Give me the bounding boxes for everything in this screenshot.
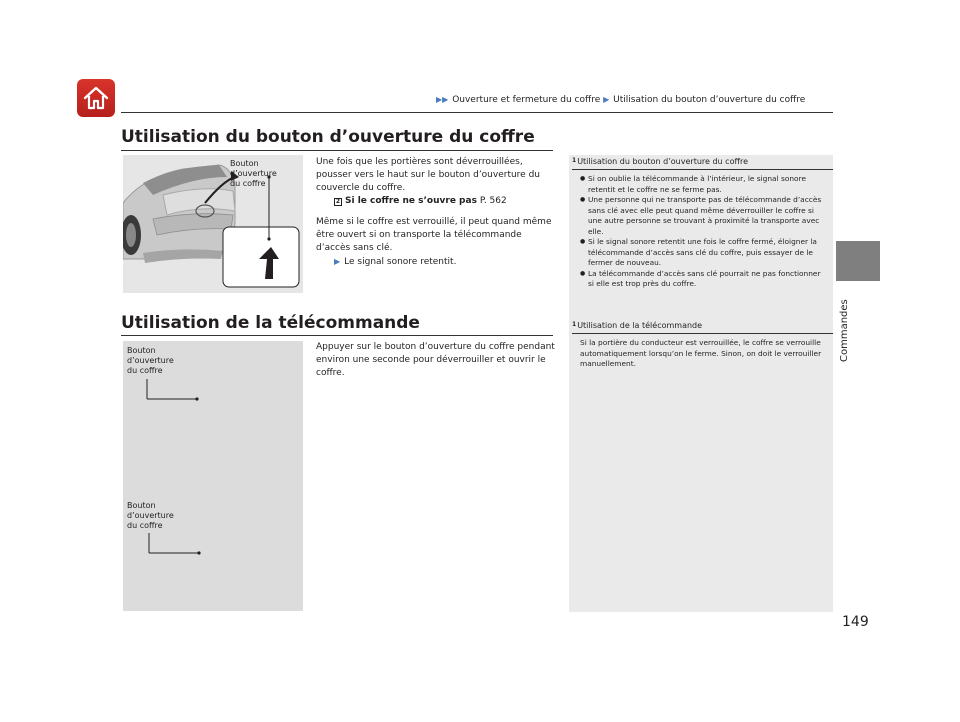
trunk-figure bbox=[123, 155, 303, 293]
reference-title[interactable]: Si le coffre ne s’ouvre pas bbox=[345, 196, 477, 206]
note-title-text: Utilisation du bouton d’ouverture du coffre bbox=[577, 157, 749, 166]
breadcrumb-item[interactable]: Ouverture et fermeture du coffre bbox=[452, 95, 601, 105]
remote-figure bbox=[123, 341, 303, 611]
list-item: ● Si on oublie la télécommande à l’intérieur, le signal sonore retentit et le coffre ne se ferme pas. bbox=[580, 174, 826, 195]
cross-reference[interactable] bbox=[316, 195, 554, 208]
section-divider bbox=[121, 150, 553, 151]
header-divider bbox=[121, 112, 833, 113]
instruction-paragraph: Même si le coffre est verrouillé, il peut quand même être ouvert si on transporte la télécommande d’accès sans clé. bbox=[316, 217, 552, 253]
figure-callout-label: Bouton d’ouverture du coffre bbox=[127, 501, 174, 530]
note-number: 1 bbox=[572, 321, 577, 328]
section1-body bbox=[316, 156, 554, 269]
breadcrumb bbox=[436, 95, 805, 105]
figure-callout-label: Bouton d’ouverture du coffre bbox=[230, 159, 277, 188]
breadcrumb-item: Utilisation du bouton d’ouverture du coffre bbox=[613, 95, 806, 105]
result-arrow-icon: ▶ bbox=[334, 257, 341, 266]
figure-callout-label: Bouton d’ouverture du coffre bbox=[127, 346, 174, 375]
note-title-text: Utilisation de la télécommande bbox=[577, 321, 703, 330]
chapter-label: Commandes bbox=[839, 299, 850, 362]
list-item: ● Si le signal sonore retentit une fois le coffre fermé, éloigner la télécommande d’accès sans clé du coffre, puis essayer de le fermer de nouveau. bbox=[580, 237, 826, 269]
home-icon bbox=[82, 84, 110, 112]
section-title: Utilisation du bouton d’ouverture du coffre bbox=[121, 127, 535, 147]
reference-page[interactable]: P. 562 bbox=[479, 196, 507, 206]
breadcrumb-arrow-icon: ▶ bbox=[603, 95, 610, 104]
page-number: 149 bbox=[842, 614, 869, 630]
list-item: ● La télécommande d’accès sans clé pourrait ne pas fonctionner si elle est trop près du coffre. bbox=[580, 269, 826, 290]
note-title bbox=[572, 321, 702, 330]
home-button[interactable] bbox=[77, 79, 115, 117]
section-title: Utilisation de la télécommande bbox=[121, 313, 420, 333]
instruction-paragraph: Une fois que les portières sont déverrouillées, pousser vers le haut sur le bouton d’ouverture du couvercle du coffre. bbox=[316, 157, 540, 193]
note-number: 1 bbox=[572, 157, 577, 164]
instruction-paragraph: Appuyer sur le bouton d’ouverture du coffre pendant environ une seconde pour déverrouiller et ouvrir le coffre. bbox=[316, 342, 555, 378]
section-divider bbox=[121, 335, 553, 336]
section2-body bbox=[316, 341, 556, 380]
list-item: ● Une personne qui ne transporte pas de télécommande d’accès sans clé avec elle peut quand même déverrouiller le coffre si une autre personne se trouvant à proximité la transporte avec elle. bbox=[580, 195, 826, 237]
chapter-tab[interactable] bbox=[836, 241, 880, 281]
note-divider bbox=[572, 169, 833, 170]
note-paragraph: Si la portière du conducteur est verrouillée, le coffre se verrouille automatiquement lorsqu’on le ferme. Sinon, on doit le verrouiller manuellement. bbox=[580, 338, 822, 368]
result-text: Le signal sonore retentit. bbox=[344, 257, 457, 267]
note-list bbox=[580, 174, 826, 290]
breadcrumb-arrow-icon: ▶▶ bbox=[436, 95, 449, 104]
note-divider bbox=[572, 333, 833, 334]
reference-icon: 2 bbox=[335, 198, 341, 205]
remote-illustration bbox=[123, 341, 303, 611]
result-line bbox=[316, 255, 554, 269]
note-title bbox=[572, 157, 748, 166]
